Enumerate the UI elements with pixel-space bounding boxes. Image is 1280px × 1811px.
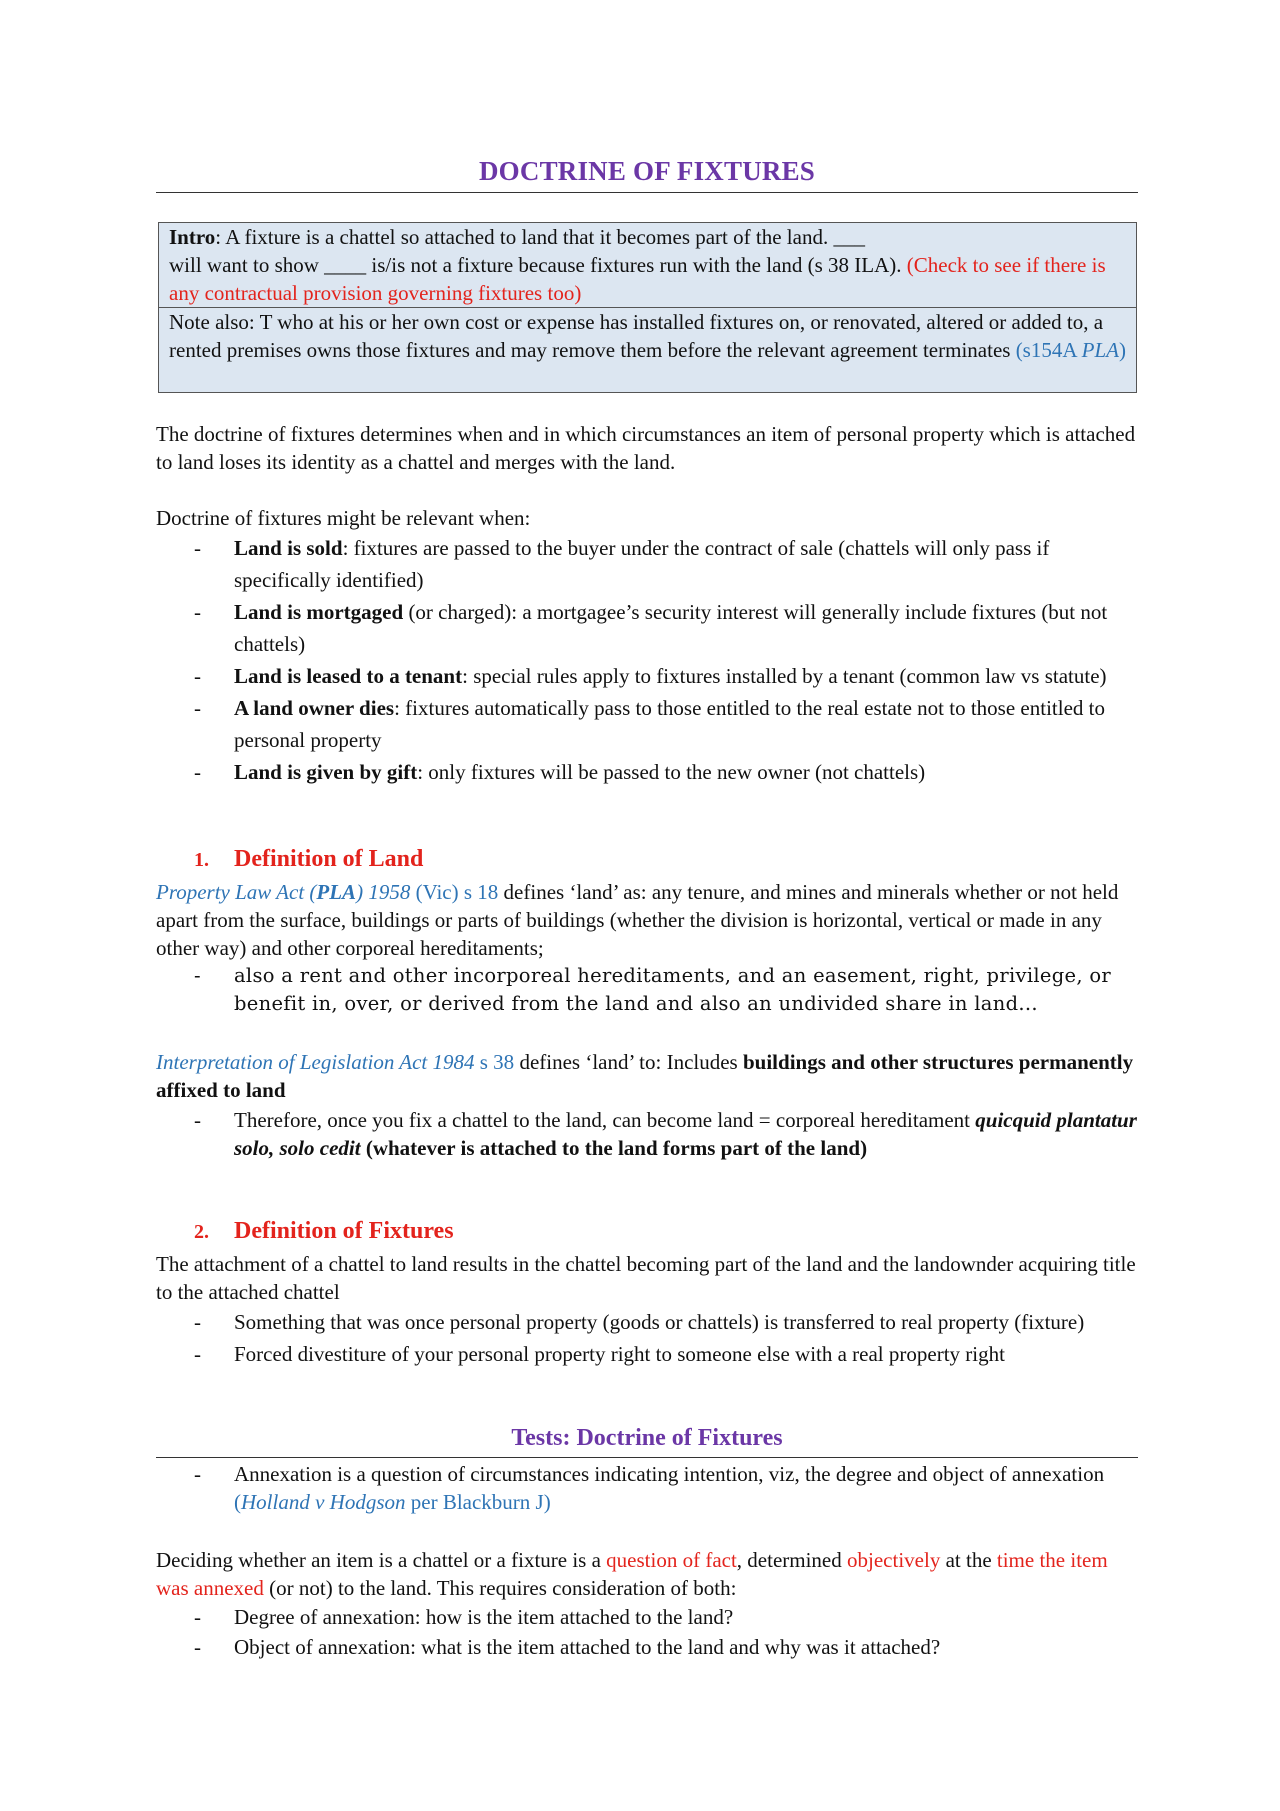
tests-divider <box>156 1457 1138 1458</box>
intro-text-1: : A fixture is a chattel so attached to land that it becomes part of the land. ___ <box>215 225 865 249</box>
pla-definition: Property Law Act (PLA) 1958 (Vic) s 18 defines ‘land’ as: any tenure, and mines and minerals whether or not held apart from the surface, buildings or parts of buildings (whether the division is horizontal, vertical or made in any other way) and other corporeal hereditaments; <box>156 880 1119 960</box>
list-item: - Land is sold: fixtures are passed to the buyer under the contract of sale (chattels will only pass if specifically identified) <box>194 536 1050 592</box>
section-2-heading: 2. Definition of Fixtures <box>194 1218 454 1244</box>
list-item: - Degree of annexation: how is the item attached to the land? <box>194 1605 734 1629</box>
ila-list <box>156 1106 1138 1162</box>
intro-label: Intro <box>169 225 216 249</box>
list-item: - Land is given by gift: only fixtures will be passed to the new owner (not chattels) <box>194 760 926 784</box>
fixtures-definition: The attachment of a chattel to land results in the chattel becoming part of the land and the landownder acquiring title to the attached chattel <box>156 1252 1136 1304</box>
list-item: - Land is mortgaged (or charged): a mortgagee’s security interest will generally include fixtures (but not chattels) <box>194 600 1108 656</box>
note-text: Note also: T who at his or her own cost or expense has installed fixtures on, or renovated, altered or added to, a rented premises owns those fixtures and may remove them before the relevant agreement terminates <box>169 310 1104 362</box>
intro-text-2: will want to show ____ is/is not a fixture because fixtures run with the land (s 38 ILA). <box>169 253 907 277</box>
list-item: - also a rent and other incorporeal hereditaments, and an easement, right, privilege, or benefit in, over, or derived from the land and also an undivided share in land... <box>194 964 1112 1015</box>
relevance-lead: Doctrine of fixtures might be relevant when: <box>156 506 531 530</box>
page-title: DOCTRINE OF FIXTURES <box>478 156 816 186</box>
tests-list <box>156 1460 1138 1516</box>
ila-citation: Interpretation of Legislation Act 1984 s 38 <box>156 1050 515 1074</box>
list-item: - Forced divestiture of your personal property right to someone else with a real property right <box>194 1342 1005 1366</box>
tests-paragraph: Deciding whether an item is a chattel or a fixture is a question of fact, determined objectively at the time the item was annexed (or not) to the land. This requires consideration of both: <box>156 1548 1108 1600</box>
fixtures-list <box>156 1308 1138 1368</box>
note-cell <box>159 308 1136 392</box>
note-ref: (s154A PLA) <box>1015 338 1126 362</box>
list-item: - A land owner dies: fixtures automatically pass to those entitled to the real estate not to those entitled to personal property <box>194 696 1105 752</box>
list-item: - Annexation is a question of circumstances indicating intention, viz, the degree and object of annexation (Holland v Hodgson per Blackburn J) <box>194 1462 1105 1514</box>
section-1-heading: 1. Definition of Land <box>194 846 424 872</box>
title-divider <box>156 192 1138 193</box>
relevance-list <box>156 532 1138 788</box>
intro-red-note: (Check to see if there is any contractual provision governing fixtures too) <box>169 253 1106 305</box>
intro-cell <box>159 223 1136 308</box>
pla-list <box>156 962 1138 1018</box>
list-item: - Something that was once personal property (goods or chattels) is transferred to real property (fixture) <box>194 1310 1085 1334</box>
intro-paragraph: The doctrine of fixtures determines when and in which circumstances an item of personal property which is attached to land loses its identity as a chattel and merges with the land. <box>156 422 1136 474</box>
list-item: - Land is leased to a tenant: special rules apply to fixtures installed by a tenant (common law vs statute) <box>194 664 1107 688</box>
case-citation: (Holland v Hodgson per Blackburn J) <box>234 1490 551 1514</box>
list-item: - Object of annexation: what is the item attached to the land and why was it attached? <box>194 1635 941 1659</box>
list-item: - Therefore, once you fix a chattel to the land, can become land = corporeal hereditament quicquid plantatur solo, solo cedit (whatever is attached to the land forms part of the land) <box>194 1108 1137 1160</box>
ila-definition: Interpretation of Legislation Act 1984 s 38 defines ‘land’ to: Includes buildings and other structures permanently affixed to land <box>156 1050 1134 1102</box>
tests-heading: Tests: Doctrine of Fixtures <box>511 1425 783 1451</box>
pla-citation: Property Law Act (PLA) 1958 (Vic) s 18 <box>156 880 499 904</box>
intro-box <box>158 222 1137 393</box>
annexation-list <box>156 1602 1138 1662</box>
